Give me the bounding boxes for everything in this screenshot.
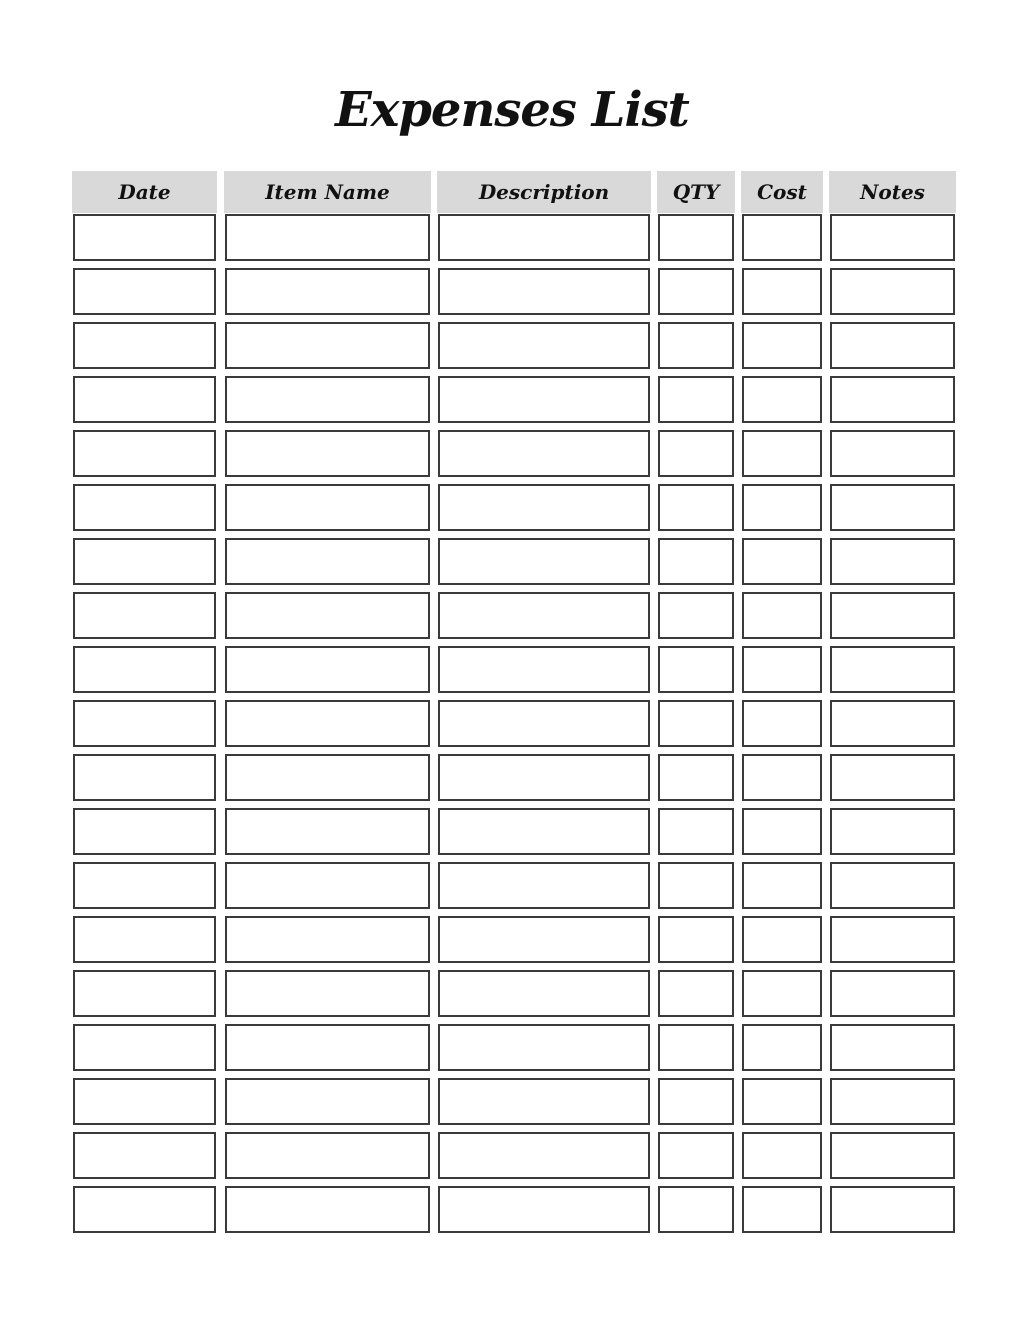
cell-date[interactable] (73, 376, 216, 423)
cell-cost[interactable] (742, 808, 822, 855)
cell-item-name[interactable] (225, 376, 430, 423)
cell-description[interactable] (438, 430, 650, 477)
cell-date[interactable] (73, 862, 216, 909)
cell-date[interactable] (73, 1132, 216, 1179)
cell-qty[interactable] (658, 808, 734, 855)
cell-item-name[interactable] (225, 916, 430, 963)
cell-item-name[interactable] (225, 538, 430, 585)
cell-qty[interactable] (658, 268, 734, 315)
cell-cost[interactable] (742, 754, 822, 801)
cell-cost[interactable] (742, 322, 822, 369)
cell-description[interactable] (438, 646, 650, 693)
cell-qty[interactable] (658, 592, 734, 639)
cell-item-name[interactable] (225, 754, 430, 801)
cell-notes[interactable] (830, 916, 955, 963)
column-header-cost: Cost (741, 171, 823, 213)
cell-item-name[interactable] (225, 322, 430, 369)
cell-item-name[interactable] (225, 1186, 430, 1233)
cell-qty[interactable] (658, 376, 734, 423)
cell-qty[interactable] (658, 484, 734, 531)
cell-date[interactable] (73, 754, 216, 801)
cell-description[interactable] (438, 592, 650, 639)
cell-qty[interactable] (658, 1132, 734, 1179)
cell-notes[interactable] (830, 376, 955, 423)
column-header-date: Date (72, 171, 217, 213)
cell-cost[interactable] (742, 538, 822, 585)
column-header-item-name: Item Name (224, 171, 431, 213)
cell-item-name[interactable] (225, 430, 430, 477)
cell-item-name[interactable] (225, 700, 430, 747)
cell-description[interactable] (438, 700, 650, 747)
cell-description[interactable] (438, 970, 650, 1017)
cell-cost[interactable] (742, 430, 822, 477)
cell-cost[interactable] (742, 214, 822, 261)
cell-notes[interactable] (830, 484, 955, 531)
cell-cost[interactable] (742, 1132, 822, 1179)
cell-description[interactable] (438, 754, 650, 801)
cell-qty[interactable] (658, 322, 734, 369)
cell-description[interactable] (438, 214, 650, 261)
cell-cost[interactable] (742, 646, 822, 693)
cell-date[interactable] (73, 808, 216, 855)
cell-description[interactable] (438, 376, 650, 423)
cell-cost[interactable] (742, 1078, 822, 1125)
cell-notes[interactable] (830, 646, 955, 693)
cell-date[interactable] (73, 592, 216, 639)
cell-qty[interactable] (658, 700, 734, 747)
cell-qty[interactable] (658, 916, 734, 963)
cell-item-name[interactable] (225, 808, 430, 855)
cell-description[interactable] (438, 538, 650, 585)
cell-description[interactable] (438, 322, 650, 369)
cell-qty[interactable] (658, 646, 734, 693)
page-title: Expenses List (335, 82, 689, 138)
cell-notes[interactable] (830, 322, 955, 369)
cell-date[interactable] (73, 646, 216, 693)
column-header-qty: QTY (657, 171, 735, 213)
cell-item-name[interactable] (225, 214, 430, 261)
cell-date[interactable] (73, 484, 216, 531)
cell-item-name[interactable] (225, 1078, 430, 1125)
cell-cost[interactable] (742, 376, 822, 423)
cell-date[interactable] (73, 268, 216, 315)
cell-item-name[interactable] (225, 1132, 430, 1179)
cell-item-name[interactable] (225, 970, 430, 1017)
cell-notes[interactable] (830, 808, 955, 855)
cell-date[interactable] (73, 1024, 216, 1071)
cell-date[interactable] (73, 430, 216, 477)
cell-description[interactable] (438, 1132, 650, 1179)
cell-description[interactable] (438, 1024, 650, 1071)
cell-notes[interactable] (830, 1132, 955, 1179)
cell-description[interactable] (438, 808, 650, 855)
cell-notes[interactable] (830, 754, 955, 801)
cell-qty[interactable] (658, 430, 734, 477)
cell-notes[interactable] (830, 700, 955, 747)
cell-qty[interactable] (658, 970, 734, 1017)
cell-date[interactable] (73, 322, 216, 369)
cell-date[interactable] (73, 916, 216, 963)
cell-qty[interactable] (658, 754, 734, 801)
cell-qty[interactable] (658, 214, 734, 261)
cell-item-name[interactable] (225, 862, 430, 909)
cell-notes[interactable] (830, 862, 955, 909)
column-header-notes: Notes (829, 171, 956, 213)
cell-cost[interactable] (742, 1186, 822, 1233)
cell-item-name[interactable] (225, 646, 430, 693)
cell-notes[interactable] (830, 592, 955, 639)
cell-qty[interactable] (658, 538, 734, 585)
cell-item-name[interactable] (225, 1024, 430, 1071)
cell-date[interactable] (73, 538, 216, 585)
cell-qty[interactable] (658, 1078, 734, 1125)
cell-description[interactable] (438, 484, 650, 531)
cell-notes[interactable] (830, 970, 955, 1017)
cell-notes[interactable] (830, 538, 955, 585)
cell-cost[interactable] (742, 1024, 822, 1071)
column-header-description: Description (437, 171, 651, 213)
cell-notes[interactable] (830, 1078, 955, 1125)
cell-qty[interactable] (658, 862, 734, 909)
cell-date[interactable] (73, 1078, 216, 1125)
cell-description[interactable] (438, 916, 650, 963)
cell-notes[interactable] (830, 268, 955, 315)
cell-cost[interactable] (742, 700, 822, 747)
cell-description[interactable] (438, 1078, 650, 1125)
cell-qty[interactable] (658, 1186, 734, 1233)
cell-description[interactable] (438, 862, 650, 909)
cell-notes[interactable] (830, 1186, 955, 1233)
cell-notes[interactable] (830, 430, 955, 477)
cell-item-name[interactable] (225, 592, 430, 639)
cell-item-name[interactable] (225, 268, 430, 315)
cell-item-name[interactable] (225, 484, 430, 531)
cell-cost[interactable] (742, 970, 822, 1017)
cell-cost[interactable] (742, 268, 822, 315)
cell-cost[interactable] (742, 484, 822, 531)
cell-date[interactable] (73, 214, 216, 261)
cell-notes[interactable] (830, 214, 955, 261)
cell-qty[interactable] (658, 1024, 734, 1071)
cell-date[interactable] (73, 700, 216, 747)
cell-cost[interactable] (742, 862, 822, 909)
cell-cost[interactable] (742, 916, 822, 963)
cell-notes[interactable] (830, 1024, 955, 1071)
cell-cost[interactable] (742, 592, 822, 639)
cell-description[interactable] (438, 1186, 650, 1233)
cell-description[interactable] (438, 268, 650, 315)
cell-date[interactable] (73, 1186, 216, 1233)
cell-date[interactable] (73, 970, 216, 1017)
